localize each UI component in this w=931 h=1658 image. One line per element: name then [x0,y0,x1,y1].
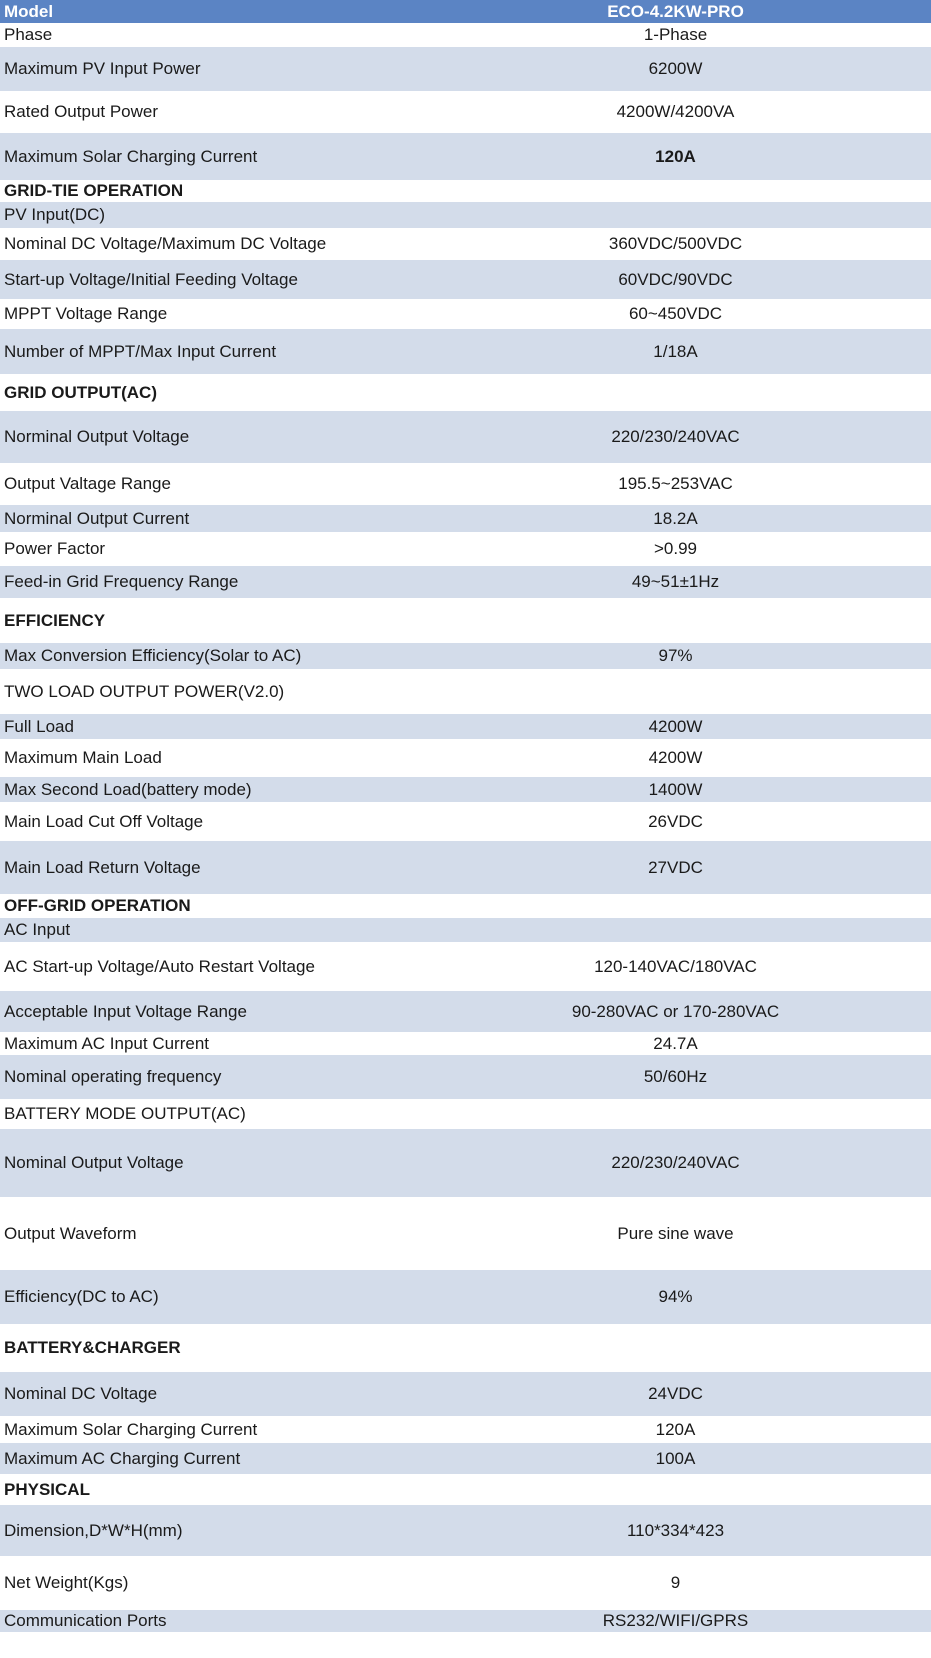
table-row [0,739,931,777]
header-model: ECO-4.2KW-PRO [420,0,931,23]
row-value [420,180,931,202]
row-value [420,202,931,228]
row-value: 26VDC [420,802,931,841]
table-row [0,411,931,463]
row-label: Norminal Output Voltage [0,411,420,463]
row-value: 24VDC [420,1372,931,1416]
row-value [420,1324,931,1372]
row-value: 90-280VAC or 170-280VAC [420,991,931,1032]
row-value: 60VDC/90VDC [420,260,931,299]
section-heading-row [0,180,931,202]
row-value [420,669,931,714]
row-label: Acceptable Input Voltage Range [0,991,420,1032]
table-row [0,802,931,841]
table-header-row [0,0,931,23]
row-label: Efficiency(DC to AC) [0,1270,420,1324]
row-value: 1/18A [420,329,931,374]
row-label: MPPT Voltage Range [0,299,420,329]
table-row [0,777,931,802]
row-value: 110*334*423 [420,1505,931,1556]
row-value [420,918,931,942]
table-row [0,91,931,133]
row-label: Communication Ports [0,1610,420,1632]
row-value: Pure sine wave [420,1197,931,1270]
row-label: BATTERY MODE OUTPUT(AC) [0,1099,420,1129]
table-row [0,1197,931,1270]
row-value: 18.2A [420,505,931,532]
table-row [0,1270,931,1324]
table-row [0,942,931,991]
row-label: Output Valtage Range [0,463,420,505]
table-row [0,714,931,739]
row-label: Power Factor [0,532,420,566]
row-value: 24.7A [420,1032,931,1055]
row-value [420,894,931,918]
table-row [0,1055,931,1099]
section-heading-row [0,1474,931,1505]
row-label: Maximum AC Charging Current [0,1443,420,1474]
row-label: TWO LOAD OUTPUT POWER(V2.0) [0,669,420,714]
row-value: 100A [420,1443,931,1474]
table-row [0,133,931,180]
header-label: Model [0,0,420,23]
row-label: Full Load [0,714,420,739]
table-row [0,1129,931,1197]
table-row [0,991,931,1032]
table-row [0,329,931,374]
row-label: Maximum Main Load [0,739,420,777]
row-value: 1400W [420,777,931,802]
row-label: AC Start-up Voltage/Auto Restart Voltage [0,942,420,991]
row-label: Max Conversion Efficiency(Solar to AC) [0,643,420,669]
row-label: Output Waveform [0,1197,420,1270]
table-row [0,669,931,714]
row-value: RS232/WIFI/GPRS [420,1610,931,1632]
row-label: Nominal DC Voltage [0,1372,420,1416]
row-label: Maximum Solar Charging Current [0,133,420,180]
table-row [0,463,931,505]
row-label: Feed-in Grid Frequency Range [0,566,420,598]
table-row [0,841,931,894]
row-label: Main Load Cut Off Voltage [0,802,420,841]
table-row [0,299,931,329]
table-row [0,1099,931,1129]
row-label: Nominal operating frequency [0,1055,420,1099]
row-value: 120A [420,133,931,180]
table-row [0,228,931,260]
table-row [0,1610,931,1632]
table-row [0,1443,931,1474]
row-value [420,374,931,411]
row-value: 4200W/4200VA [420,91,931,133]
row-value: 60~450VDC [420,299,931,329]
section-heading: EFFICIENCY [0,598,420,643]
section-heading: GRID OUTPUT(AC) [0,374,420,411]
row-label: Maximum PV Input Power [0,47,420,91]
section-heading: OFF-GRID OPERATION [0,894,420,918]
section-heading-row [0,1324,931,1372]
row-label: Start-up Voltage/Initial Feeding Voltage [0,260,420,299]
table-row [0,23,931,47]
row-label: AC Input [0,918,420,942]
row-value: 360VDC/500VDC [420,228,931,260]
table-row [0,566,931,598]
table-row [0,918,931,942]
section-heading-row [0,598,931,643]
row-label: Main Load Return Voltage [0,841,420,894]
table-row [0,505,931,532]
row-value: 50/60Hz [420,1055,931,1099]
table-row [0,1416,931,1443]
row-label: Phase [0,23,420,47]
table-row [0,1505,931,1556]
row-label: Dimension,D*W*H(mm) [0,1505,420,1556]
row-value [420,1474,931,1505]
row-value: 220/230/240VAC [420,411,931,463]
row-label: Maximum Solar Charging Current [0,1416,420,1443]
section-heading-row [0,374,931,411]
row-label: Rated Output Power [0,91,420,133]
table-row [0,1032,931,1055]
table-row [0,47,931,91]
table-row [0,1372,931,1416]
row-value: 195.5~253VAC [420,463,931,505]
row-value [420,1099,931,1129]
row-value: 94% [420,1270,931,1324]
row-value: 49~51±1Hz [420,566,931,598]
row-value: 4200W [420,714,931,739]
section-heading: BATTERY&CHARGER [0,1324,420,1372]
row-value: 120-140VAC/180VAC [420,942,931,991]
row-value: 27VDC [420,841,931,894]
row-value: 97% [420,643,931,669]
row-label: Number of MPPT/Max Input Current [0,329,420,374]
table-row [0,532,931,566]
row-label: Net Weight(Kgs) [0,1556,420,1610]
table-row [0,260,931,299]
row-value: 9 [420,1556,931,1610]
section-heading: PHYSICAL [0,1474,420,1505]
row-value: 1-Phase [420,23,931,47]
row-value: 4200W [420,739,931,777]
row-label: Nominal Output Voltage [0,1129,420,1197]
table-row [0,1556,931,1610]
row-label: Norminal Output Current [0,505,420,532]
row-value: 6200W [420,47,931,91]
row-label: Max Second Load(battery mode) [0,777,420,802]
row-label: Maximum AC Input Current [0,1032,420,1055]
row-value [420,598,931,643]
table-row [0,643,931,669]
section-heading-row [0,894,931,918]
row-label: PV Input(DC) [0,202,420,228]
table-row [0,202,931,228]
row-value: 120A [420,1416,931,1443]
row-value: >0.99 [420,532,931,566]
section-heading: GRID-TIE OPERATION [0,180,420,202]
row-value: 220/230/240VAC [420,1129,931,1197]
row-label: Nominal DC Voltage/Maximum DC Voltage [0,228,420,260]
